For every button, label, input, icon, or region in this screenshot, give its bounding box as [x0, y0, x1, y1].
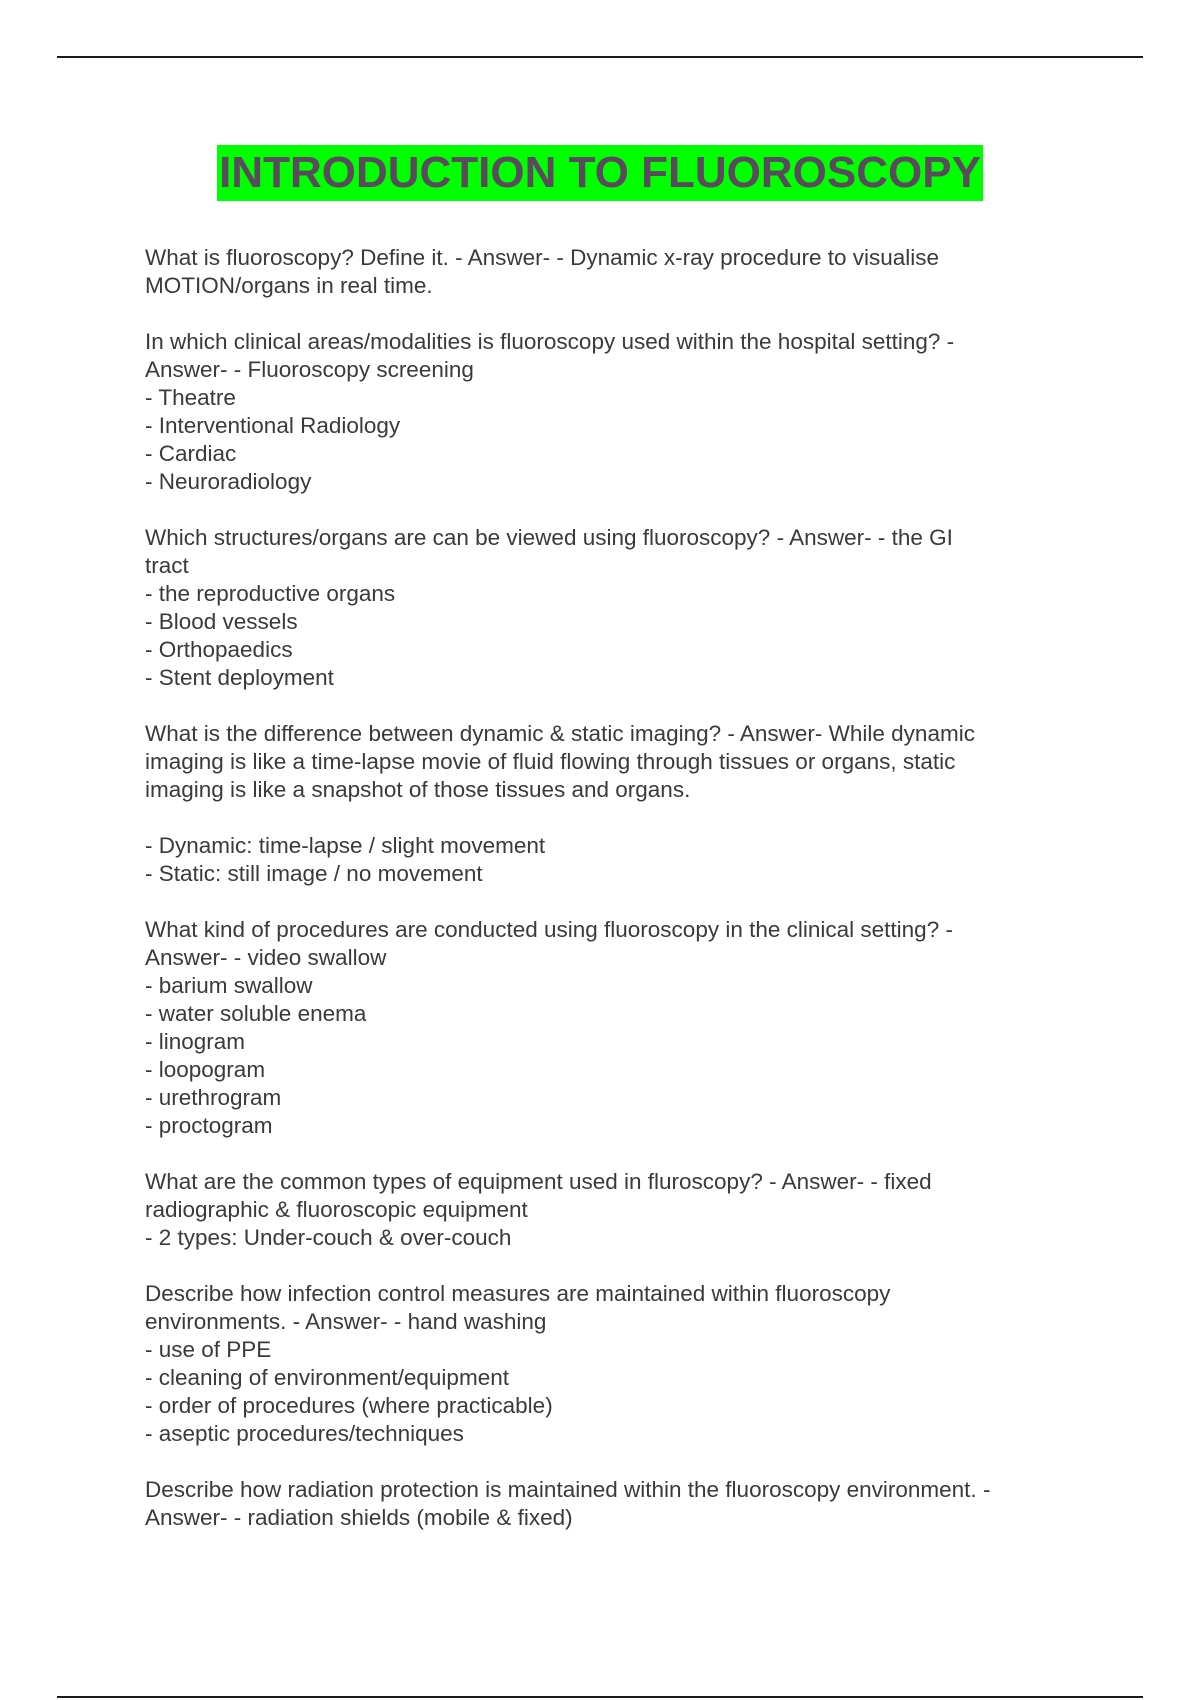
qa-item-2	[145, 328, 1075, 496]
text-line: - linogram	[145, 1029, 246, 1054]
text-line: Which structures/organs are can be viewed using fluoroscopy? - Answer- - the GI	[145, 525, 953, 550]
text-line: - Stent deployment	[145, 665, 334, 690]
text-line: What is fluoroscopy? Define it. - Answer- - Dynamic x-ray procedure to visualise	[145, 245, 940, 270]
qa-item-4	[145, 720, 1075, 804]
text-line: - Static: still image / no movement	[145, 861, 483, 886]
qa-item-6	[145, 1168, 1075, 1252]
text-line: - water soluble enema	[145, 1001, 367, 1026]
qa-item-7	[145, 1280, 1075, 1448]
text-line: - Cardiac	[145, 441, 237, 466]
page-title: INTRODUCTION TO FLUOROSCOPY	[217, 145, 983, 201]
text-line: What are the common types of equipment used in fluroscopy? - Answer- - fixed	[145, 1169, 932, 1194]
text-line: Answer- - Fluoroscopy screening	[145, 357, 474, 382]
text-line: - Blood vessels	[145, 609, 298, 634]
qa-item-1	[145, 244, 1075, 300]
text-line: - aseptic procedures/techniques	[145, 1421, 464, 1446]
qa-item-3	[145, 524, 1075, 692]
text-line: - Dynamic: time-lapse / slight movement	[145, 833, 546, 858]
text-line: What kind of procedures are conducted using fluoroscopy in the clinical setting? -	[145, 917, 953, 942]
text-line: - Interventional Radiology	[145, 413, 401, 438]
text-line: - urethrogram	[145, 1085, 282, 1110]
text-line: tract	[145, 553, 189, 578]
text-line: - Neuroradiology	[145, 469, 312, 494]
text-line: What is the difference between dynamic & static imaging? - Answer- While dynamic	[145, 721, 975, 746]
text-line: - the reproductive organs	[145, 581, 396, 606]
text-line: - barium swallow	[145, 973, 313, 998]
text-line: Describe how infection control measures are maintained within fluoroscopy	[145, 1281, 891, 1306]
text-line: Describe how radiation protection is maintained within the fluoroscopy environment. -	[145, 1477, 991, 1502]
text-line: - use of PPE	[145, 1337, 272, 1362]
text-line: - loopogram	[145, 1057, 266, 1082]
text-line: environments. - Answer- - hand washing	[145, 1309, 547, 1334]
qa-item-4-detail	[145, 832, 1075, 888]
text-line: In which clinical areas/modalities is fluoroscopy used within the hospital setting? -	[145, 329, 955, 354]
top-divider	[57, 56, 1143, 58]
text-line: MOTION/organs in real time.	[145, 273, 433, 298]
text-line: - Orthopaedics	[145, 637, 293, 662]
text-line: - proctogram	[145, 1113, 273, 1138]
text-line: - Theatre	[145, 385, 236, 410]
qa-item-8	[145, 1476, 1075, 1532]
title-container	[0, 145, 1200, 201]
text-line: - order of procedures (where practicable)	[145, 1393, 553, 1418]
qa-item-5	[145, 916, 1075, 1140]
text-line: Answer- - video swallow	[145, 945, 387, 970]
text-line: - cleaning of environment/equipment	[145, 1365, 509, 1390]
document-body	[145, 244, 1075, 1560]
text-line: - 2 types: Under-couch & over-couch	[145, 1225, 512, 1250]
text-line: radiographic & fluoroscopic equipment	[145, 1197, 528, 1222]
text-line: imaging is like a snapshot of those tissues and organs.	[145, 777, 691, 802]
text-line: imaging is like a time-lapse movie of fluid flowing through tissues or organs, static	[145, 749, 956, 774]
bottom-divider	[57, 1696, 1143, 1698]
text-line: Answer- - radiation shields (mobile & fixed)	[145, 1505, 573, 1530]
